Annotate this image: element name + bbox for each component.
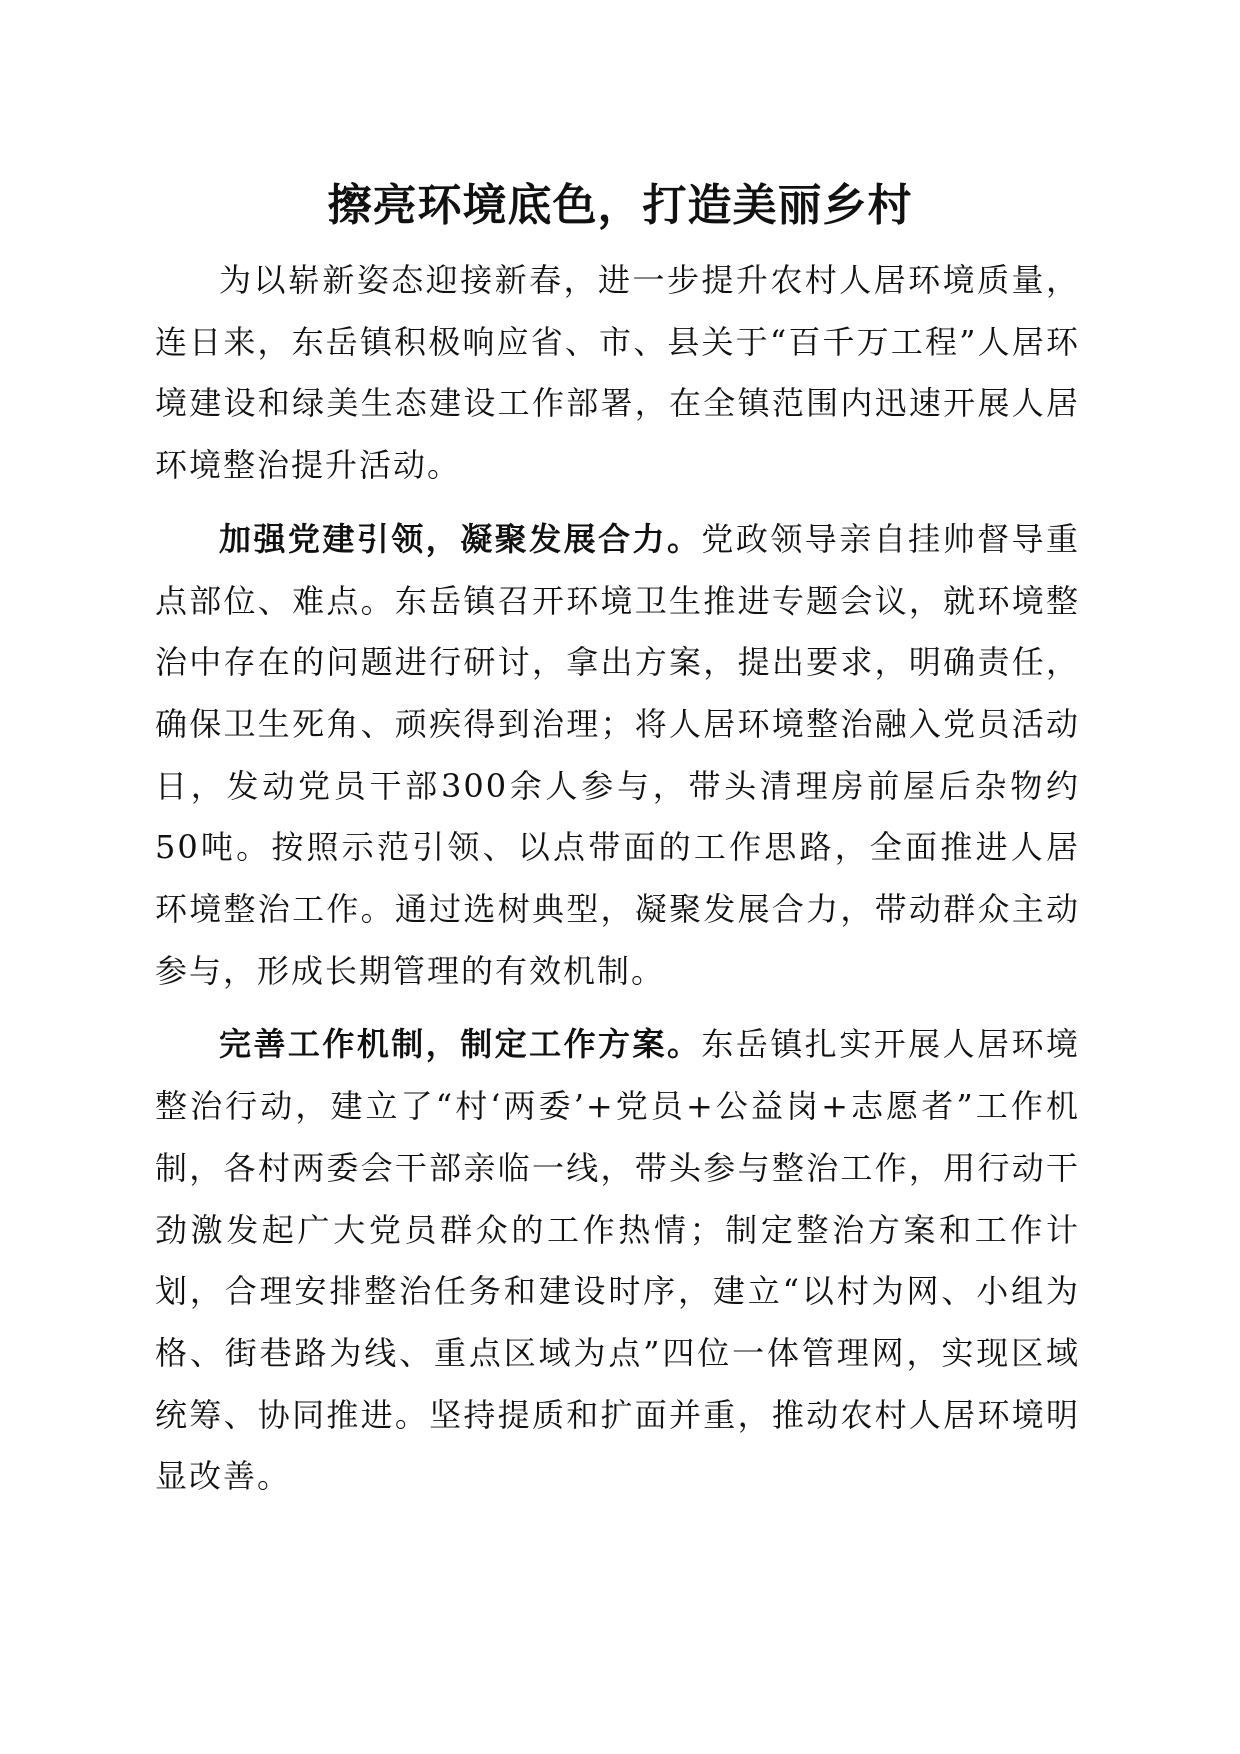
- paragraph-work-mechanism-text: 东岳镇扎实开展人居环境整治行动，建立了“村‘两委’+党员+公益岗+志愿者”工作机制，各村两委会干部亲临一线，带头参与整治工作，用行动干劲激发起广大党员群众的工作热情；制定整治方案和工作计划，合理安排整治任务和建设时序，建立“以村为网、小组为格、街巷路为线、重点区域为点”四位一体管理网，实现区域统筹、协同推进。坚持提质和扩面并重，推动农村人居环境明显改善。: [155, 1025, 1080, 1496]
- paragraph-party-building-heading: 加强党建引领，凝聚发展合力。: [219, 519, 702, 558]
- paragraph-intro: [155, 250, 1080, 497]
- document-body: [155, 250, 1080, 1520]
- paragraph-work-mechanism-heading: 完善工作机制，制定工作方案。: [219, 1025, 702, 1064]
- paragraph-work-mechanism: [155, 1014, 1080, 1508]
- document-title: 擦亮环境底色，打造美丽乡村: [327, 180, 913, 231]
- paragraph-party-building: [155, 509, 1080, 1003]
- paragraph-party-building-text: 党政领导亲自挂帅督导重点部位、难点。东岳镇召开环境卫生推进专题会议，就环境整治中存在的问题进行研讨，拿出方案，提出要求，明确责任，确保卫生死角、顽疾得到治理；将人居环境整治融入党员活动日，发动党员干部300余人参与，带头清理房前屋后杂物约50吨。按照示范引领、以点带面的工作思路，全面推进人居环境整治工作。通过选树典型，凝聚发展合力，带动群众主动参与，形成长期管理的有效机制。: [155, 519, 1080, 990]
- paragraph-intro-text: 为以崭新姿态迎接新春，进一步提升农村人居环境质量，连日来，东岳镇积极响应省、市、县关于“百千万工程”人居环境建设和绿美生态建设工作部署，在全镇范围内迅速开展人居环境整治提升活动。: [155, 261, 1080, 485]
